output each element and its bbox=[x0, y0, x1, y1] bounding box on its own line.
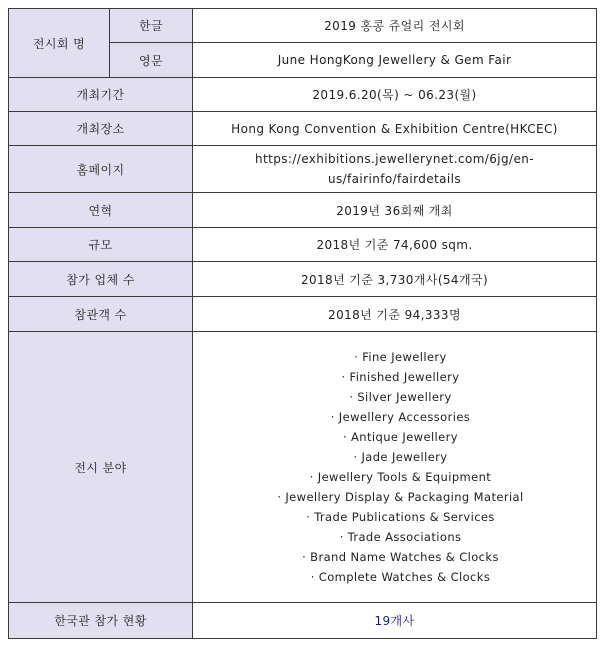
period-header: 개최기간 bbox=[9, 78, 193, 112]
category-label: Trade Publications & Services bbox=[314, 510, 495, 524]
category-label: Brand Name Watches & Clocks bbox=[310, 550, 499, 564]
category-label: Finished Jewellery bbox=[349, 370, 460, 384]
categories-value bbox=[193, 332, 597, 603]
visitors-header: 참관객 수 bbox=[9, 297, 193, 332]
history-header: 연혁 bbox=[9, 193, 193, 228]
categories-header: 전시 분야 bbox=[9, 332, 193, 603]
venue-header: 개최장소 bbox=[9, 112, 193, 146]
bullet-icon: · bbox=[277, 490, 282, 504]
scale-header: 규모 bbox=[9, 228, 193, 262]
table-row bbox=[9, 297, 597, 332]
list-item bbox=[205, 407, 592, 427]
category-label: Antique Jewellery bbox=[351, 430, 458, 444]
period-value: 2019.6.20(목) ~ 06.23(월) bbox=[193, 78, 597, 112]
table-row bbox=[9, 146, 597, 193]
category-label: Fine Jewellery bbox=[362, 350, 447, 364]
list-item bbox=[205, 567, 592, 587]
list-item bbox=[205, 527, 592, 547]
bullet-icon: · bbox=[353, 450, 358, 464]
bullet-icon: · bbox=[349, 390, 354, 404]
list-item bbox=[205, 367, 592, 387]
list-item bbox=[205, 387, 592, 407]
english-name-header: 영문 bbox=[110, 43, 193, 78]
list-item bbox=[205, 487, 592, 507]
list-item bbox=[205, 507, 592, 527]
bullet-icon: · bbox=[302, 550, 307, 564]
homepage-header: 홈페이지 bbox=[9, 146, 193, 193]
homepage-url-line-1: https://exhibitions.jewellerynet.com/6jg/en- bbox=[255, 152, 534, 166]
exhibition-info-table bbox=[8, 8, 597, 639]
english-name-value: June HongKong Jewellery & Gem Fair bbox=[193, 43, 597, 78]
korean-name-value: 2019 홍콩 쥬얼리 전시회 bbox=[193, 9, 597, 43]
exhibitors-header: 참가 업체 수 bbox=[9, 262, 193, 297]
korea-pavilion-value: 19개사 bbox=[193, 603, 597, 639]
homepage-url-line-2: us/fairinfo/fairdetails bbox=[327, 172, 462, 186]
exhibitors-value: 2018년 기준 3,730개사(54개국) bbox=[193, 262, 597, 297]
category-label: Jade Jewellery bbox=[361, 450, 448, 464]
table-row bbox=[9, 332, 597, 603]
list-item bbox=[205, 447, 592, 467]
bullet-icon: · bbox=[306, 510, 311, 524]
korean-name-header: 한글 bbox=[110, 9, 193, 43]
bullet-icon: · bbox=[341, 370, 346, 384]
scale-value: 2018년 기준 74,600 sqm. bbox=[193, 228, 597, 262]
table-row bbox=[9, 9, 597, 43]
table-row bbox=[9, 112, 597, 146]
history-value: 2019년 36회째 개최 bbox=[193, 193, 597, 228]
category-list bbox=[197, 347, 592, 587]
visitors-value: 2018년 기준 94,333명 bbox=[193, 297, 597, 332]
homepage-value[interactable] bbox=[193, 146, 597, 193]
list-item bbox=[205, 467, 592, 487]
list-item bbox=[205, 547, 592, 567]
korea-pavilion-header: 한국관 참가 현황 bbox=[9, 603, 193, 639]
bullet-icon: · bbox=[354, 350, 359, 364]
list-item bbox=[205, 347, 592, 367]
table-row bbox=[9, 193, 597, 228]
category-label: Trade Associations bbox=[347, 530, 462, 544]
table-row bbox=[9, 228, 597, 262]
table-row bbox=[9, 603, 597, 639]
bullet-icon: · bbox=[330, 410, 335, 424]
bullet-icon: · bbox=[343, 430, 348, 444]
table-row bbox=[9, 78, 597, 112]
table-row bbox=[9, 262, 597, 297]
category-label: Jewellery Display & Packaging Material bbox=[285, 490, 524, 504]
category-label: Complete Watches & Clocks bbox=[318, 570, 491, 584]
category-label: Jewellery Accessories bbox=[338, 410, 471, 424]
category-label: Jewellery Tools & Equipment bbox=[317, 470, 492, 484]
bullet-icon: · bbox=[339, 530, 344, 544]
venue-value: Hong Kong Convention & Exhibition Centre(HKCEC) bbox=[193, 112, 597, 146]
bullet-icon: · bbox=[310, 570, 315, 584]
list-item bbox=[205, 427, 592, 447]
bullet-icon: · bbox=[309, 470, 314, 484]
category-label: Silver Jewellery bbox=[357, 390, 452, 404]
exhibition-name-header: 전시회 명 bbox=[9, 9, 110, 78]
